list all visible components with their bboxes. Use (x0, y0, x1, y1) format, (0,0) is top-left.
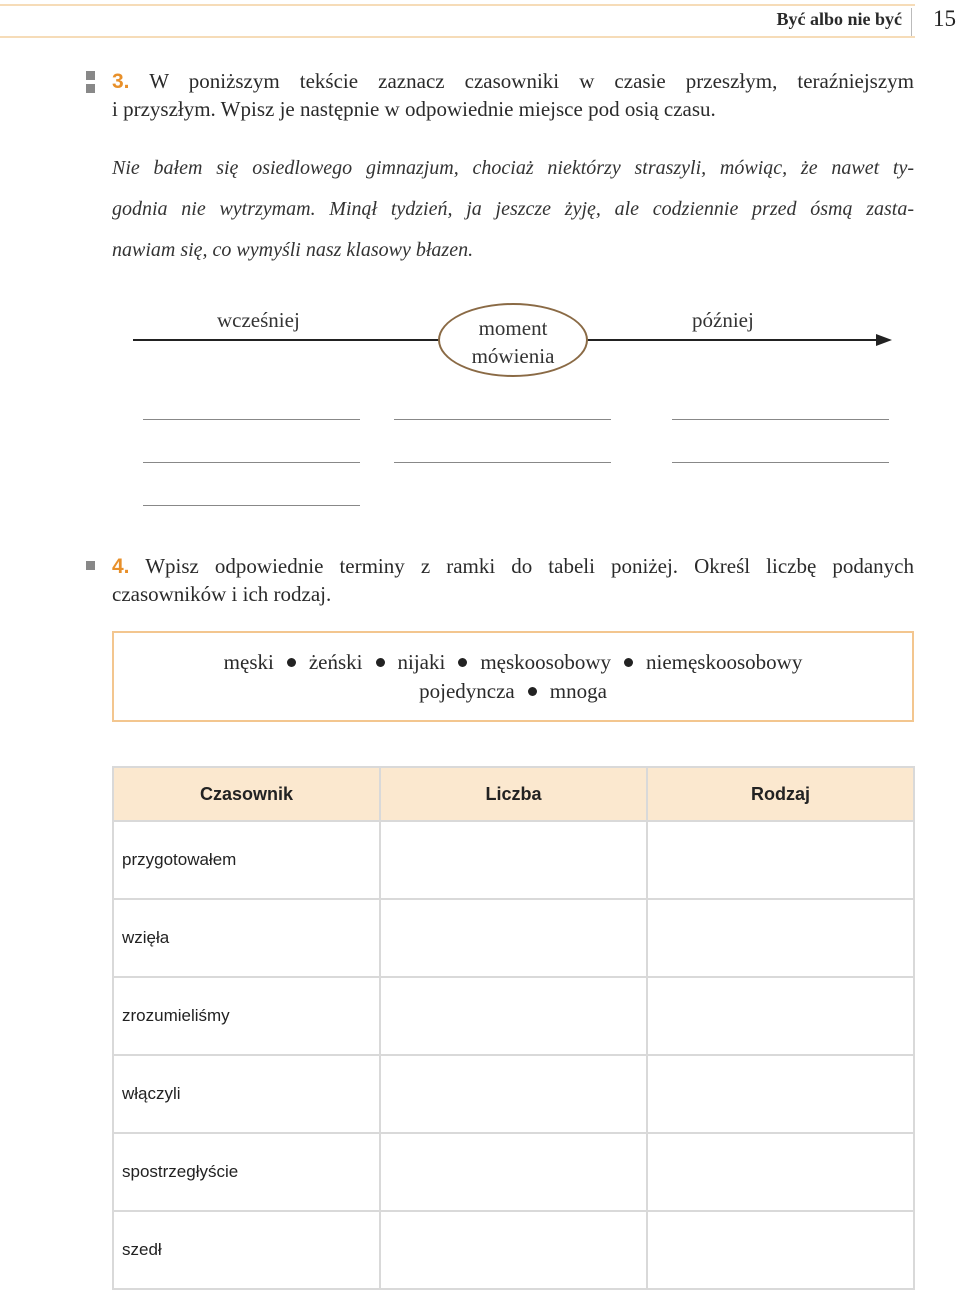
table-row (113, 821, 914, 899)
rodzaj-answer-cell[interactable] (647, 821, 914, 899)
table-row (113, 1211, 914, 1289)
answer-line-present[interactable] (394, 462, 611, 463)
liczba-answer-cell[interactable] (380, 821, 647, 899)
answer-line-past[interactable] (143, 462, 360, 463)
term-niemeskoosobowy: niemęskoosobowy (646, 650, 803, 674)
verbs-table (112, 766, 915, 1290)
header-separator (911, 8, 912, 36)
verb-cell: włączyli (113, 1055, 380, 1133)
terms-row-2 (112, 679, 914, 704)
task3-text-line2: godnia nie wytrzymam. Minął tydzień, ja jeszcze żyję, ale codziennie przed ósmą zasta- (112, 198, 914, 220)
verb-cell: zrozumieliśmy (113, 977, 380, 1055)
liczba-answer-cell[interactable] (380, 1211, 647, 1289)
moment-label-line1: moment (478, 316, 548, 340)
table-row (113, 1133, 914, 1211)
header-czasownik: Czasownik (113, 767, 380, 821)
verb-cell: przygotowałem (113, 821, 380, 899)
timeline-later-label: później (692, 308, 754, 332)
rodzaj-answer-cell[interactable] (647, 1211, 914, 1289)
bullet-dot-icon (376, 658, 385, 667)
task-bullet-icon (86, 71, 95, 80)
rodzaj-answer-cell[interactable] (647, 977, 914, 1055)
term-meskoosobowy: męskoosobowy (480, 650, 611, 674)
term-pojedyncza: pojedyncza (419, 679, 515, 703)
task4-number: 4. (112, 555, 130, 578)
answer-line-past[interactable] (143, 419, 360, 420)
rodzaj-answer-cell[interactable] (647, 1133, 914, 1211)
liczba-answer-cell[interactable] (380, 1055, 647, 1133)
timeline-arrow-icon (876, 334, 892, 346)
answer-line-future[interactable] (672, 419, 889, 420)
answer-line-past[interactable] (143, 505, 360, 506)
task3-number: 3. (112, 70, 130, 93)
liczba-answer-cell[interactable] (380, 1133, 647, 1211)
liczba-answer-cell[interactable] (380, 899, 647, 977)
answer-line-future[interactable] (672, 462, 889, 463)
page-number: 15 (933, 6, 956, 31)
bullet-dot-icon (528, 687, 537, 696)
term-mnoga: mnoga (549, 679, 607, 703)
liczba-answer-cell[interactable] (380, 977, 647, 1055)
task3-text-line1: Nie bałem się osiedlowego gimnazjum, chociaż niektórzy straszyli, mówiąc, że nawet ty- (112, 157, 914, 179)
term-zenski: żeński (308, 650, 363, 674)
task4-instruction-line2: czasowników i ich rodzaj. (112, 582, 332, 606)
terms-box (112, 631, 914, 722)
table-row (113, 1055, 914, 1133)
rodzaj-answer-cell[interactable] (647, 1055, 914, 1133)
verb-cell: spostrzegłyście (113, 1133, 380, 1211)
terms-row-1 (112, 650, 914, 675)
verb-cell: wzięła (113, 899, 380, 977)
bullet-dot-icon (624, 658, 633, 667)
task3-text-line3: nawiam się, co wymyśli nasz klasowy błazen. (112, 239, 474, 261)
answer-line-present[interactable] (394, 419, 611, 420)
task-bullet-icon (86, 561, 95, 570)
term-meski: męski (223, 650, 274, 674)
term-nijaki: nijaki (397, 650, 446, 674)
task-bullet-icon (86, 84, 95, 93)
header-rodzaj: Rodzaj (647, 767, 914, 821)
rodzaj-answer-cell[interactable] (647, 899, 914, 977)
verb-cell: szedł (113, 1211, 380, 1289)
header-liczba: Liczba (380, 767, 647, 821)
timeline-earlier-label: wcześniej (217, 308, 300, 332)
table-row (113, 899, 914, 977)
chapter-title: Być albo nie być (776, 9, 902, 29)
bullet-dot-icon (458, 658, 467, 667)
moment-label-line2: mówienia (471, 344, 555, 368)
task3-instruction-line1: 3. W poniższym tekście zaznacz czasowniki w czasie przeszłym, teraźniejszym (112, 69, 915, 93)
table-row (113, 977, 914, 1055)
task3-instruction-line2: i przyszłym. Wpisz je następnie w odpowiednie miejsce pod osią czasu. (112, 97, 716, 121)
bullet-dot-icon (287, 658, 296, 667)
task4-instruction-line1: 4. Wpisz odpowiednie terminy z ramki do tabeli poniżej. Określ liczbę podanych (112, 554, 914, 578)
